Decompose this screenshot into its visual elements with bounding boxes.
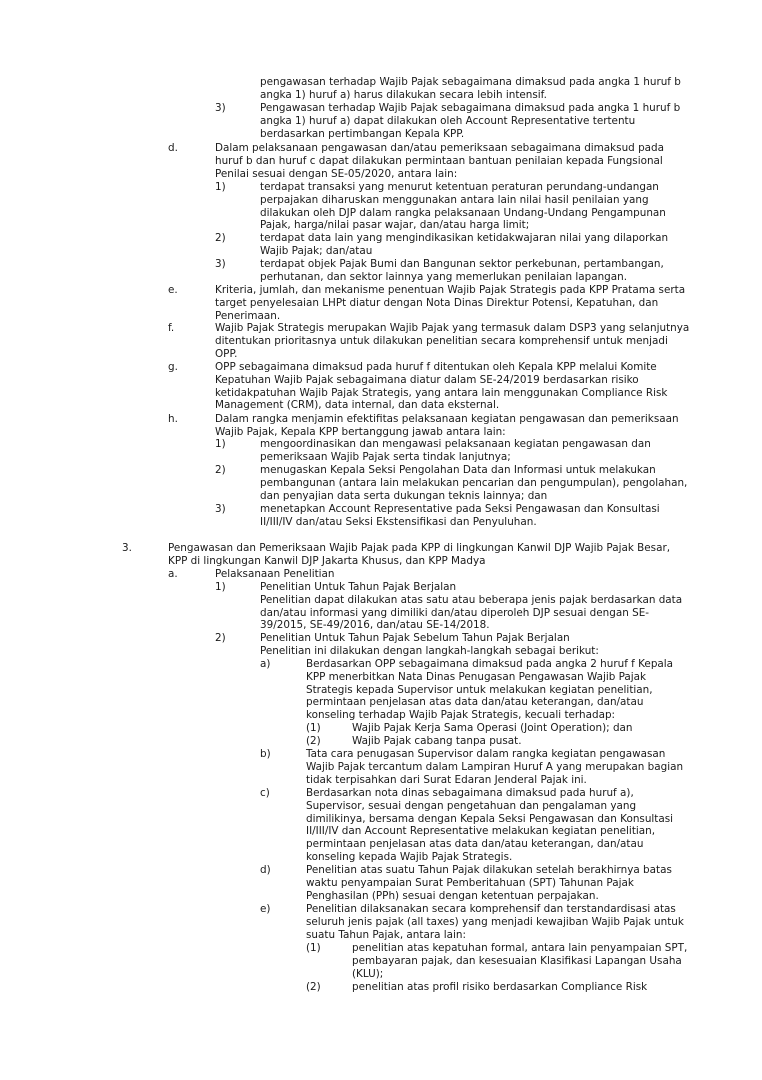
list-item: 1) terdapat transaksi yang menurut ketentuan peraturan perundang-undangan perpajakan diharuskan menggunakan antara lain nilai hasil penilaian yang dilakukan oleh DJP dalam rangka pelaksanaan Undang-Undang Pengampunan Pajak, harga/nilai pasar wajar, dan/atau harga limit; [215,181,666,232]
list-item: c) Berdasarkan nota dinas sebagaimana dimaksud pada huruf a), Supervisor, sesuai dengan pengetahuan dan pengalaman yang dimilikinya, bersama dengan Kepala Seksi Pengawasan dan Konsultasi II/III/IV dan Account Representative melakukan kegiatan penelitian, permintaan penjelasan atas data dan/atau keterangan, dan/atau konseling kepada Wajib Pajak Strategis. [260,787,674,863]
list-item: h. Dalam rangka menjamin efektifitas pelaksanaan kegiatan pengawasan dan pemeriksaan Wajib Pajak, Kepala KPP bertanggung jawab antara lain: [168,413,679,438]
list-item: a) Berdasarkan OPP sebagaimana dimaksud pada angka 2 huruf f Kepala KPP menerbitkan Nata Dinas Penugasan Pengawasan Wajib Pajak Strategis kepada Supervisor untuk melakukan kegiatan penelitian, permintaan penjelasan atas data dan/atau keterangan, dan/atau konseling terhadap Wajib Pajak Strategis, kecuali terhadap: [260,658,674,722]
list-item: 2) menugaskan Kepala Seksi Pengolahan Data dan Informasi untuk melakukan pembangunan (antara lain melakukan pencarian dan pengumpulan), pengolahan, dan penyajian data serta dukungan teknis lainnya; dan [215,464,688,502]
item-text: Penelitian ini dilakukan dengan langkah-langkah sebagai berikut: [260,644,599,657]
list-item: (1) penelitian atas kepatuhan formal, antara lain penyampaian SPT, pembayaran pajak, dan kesesuaian Klasifikasi Lapangan Usaha (KLU); [306,942,688,980]
section-heading: 3. Pengawasan dan Pemeriksaan Wajib Pajak pada KPP di lingkungan Kanwil DJP Wajib Pajak Besar, KPP di lingkungan Kanwil DJP Jakarta Khusus, dan KPP Madya [122,542,671,567]
list-item: (2) Wajib Pajak cabang tanpa pusat. [306,735,522,747]
list-item: e. Kriteria, jumlah, dan mekanisme penentuan Wajib Pajak Strategis pada KPP Pratama serta target penyelesaian LHPt diatur dengan Nota Dinas Direktur Potensi, Kepatuhan, dan Penerimaan. [168,284,686,322]
list-item: d. Dalam pelaksanaan pengawasan dan/atau pemeriksaan sebagaimana dimaksud pada huruf b dan huruf c dapat dilakukan permintaan bantuan penilaian kepada Fungsional Penilai sesuai dengan SE-05/2020, antara lain: [168,142,665,180]
list-item: 3) Pengawasan terhadap Wajib Pajak sebagaimana dimaksud pada angka 1 huruf b angka 1) huruf a) dapat dilakukan oleh Account Representative tertentu berdasarkan pertimbangan Kepala KPP. [215,102,681,140]
list-item: b) Tata cara penugasan Supervisor dalam rangka kegiatan pengawasan Wajib Pajak tercantum dalam Lampiran Huruf A yang merupakan bagian tidak terpisahkan dari Surat Edaran Jenderal Pajak ini. [260,748,684,786]
list-item: d) Penelitian atas suatu Tahun Pajak dilakukan setelah berakhirnya batas waktu penyampaian Surat Pemberitahuan (SPT) Tahunan Pajak Penghasilan (PPh) sesuai dengan ketentuan perpajakan. [260,864,672,902]
list-item: 2) Penelitian Untuk Tahun Pajak Sebelum Tahun Pajak Berjalan Penelitian ini dilakukan dengan langkah-langkah sebagai berikut: [215,632,690,658]
list-item: (1) Wajib Pajak Kerja Sama Operasi (Joint Operation); dan [306,722,633,734]
list-item: 1) mengoordinasikan dan mengawasi pelaksanaan kegiatan pengawasan dan pemeriksaan Wajib Pajak serta tindak lanjutnya; [215,438,651,463]
list-item: f. Wajib Pajak Strategis merupakan Wajib Pajak yang termasuk dalam DSP3 yang selanjutnya ditentukan prioritasnya untuk dilakukan penelitian secara komprehensif untuk menjadi OPP. [168,322,690,360]
list-item: e) Penelitian dilaksanakan secara komprehensif dan terstandardisasi atas seluruh jenis pajak (all taxes) yang menjadi kewajiban Wajib Pajak untuk suatu Tahun Pajak, antara lain: [260,903,684,941]
continuation-paragraph: pengawasan terhadap Wajib Pajak sebagaimana dimaksud pada angka 1 huruf b angka 1) huruf a) harus dilakukan secara lebih intensif. [260,76,681,101]
list-item: (2) penelitian atas profil risiko berdasarkan Compliance Risk [306,981,648,993]
list-item: g. OPP sebagaimana dimaksud pada huruf f ditentukan oleh Kepala KPP melalui Komite Kepatuhan Wajib Pajak sebagaimana diatur dalam SE-24/2019 berdasarkan risiko ketidakpatuhan Wajib Pajak Strategis, yang antara lain menggunakan Compliance Risk Management (CRM), data internal, dan data eksternal. [168,361,668,412]
list-item: 2) terdapat data lain yang mengindikasikan ketidakwajaran nilai yang dilaporkan Wajib Pajak; dan/atau [215,232,669,257]
list-item: 1) Penelitian Untuk Tahun Pajak Berjalan Penelitian dapat dilakukan atas satu atau beberapa jenis pajak berdasarkan data dan/atau informasi yang dimiliki dan/atau diperoleh DJP sesuai dengan SE-39/2015, SE-49/2016, dan/atau SE-14/2018. [215,581,690,632]
item-text: Penelitian dapat dilakukan atas satu atau beberapa jenis pajak berdasarkan data dan/atau informasi yang dimiliki dan/atau diperoleh DJP sesuai dengan SE-39/2015, SE-49/2016, dan/atau SE-14/2018. [260,593,683,632]
list-item: 3) terdapat objek Pajak Bumi dan Bangunan sektor perkebunan, pertambangan, perhutanan, dan sektor lainnya yang memerlukan penilaian lapangan. [215,258,664,283]
list-item: a. Pelaksanaan Penelitian [168,568,335,580]
list-item: 3) menetapkan Account Representative pada Seksi Pengawasan dan Konsultasi II/III/IV dan/atau Seksi Ekstensifikasi dan Penyuluhan. [215,503,660,528]
item-title: Penelitian Untuk Tahun Pajak Sebelum Tahun Pajak Berjalan [260,632,570,644]
item-title: Penelitian Untuk Tahun Pajak Berjalan [260,581,457,593]
